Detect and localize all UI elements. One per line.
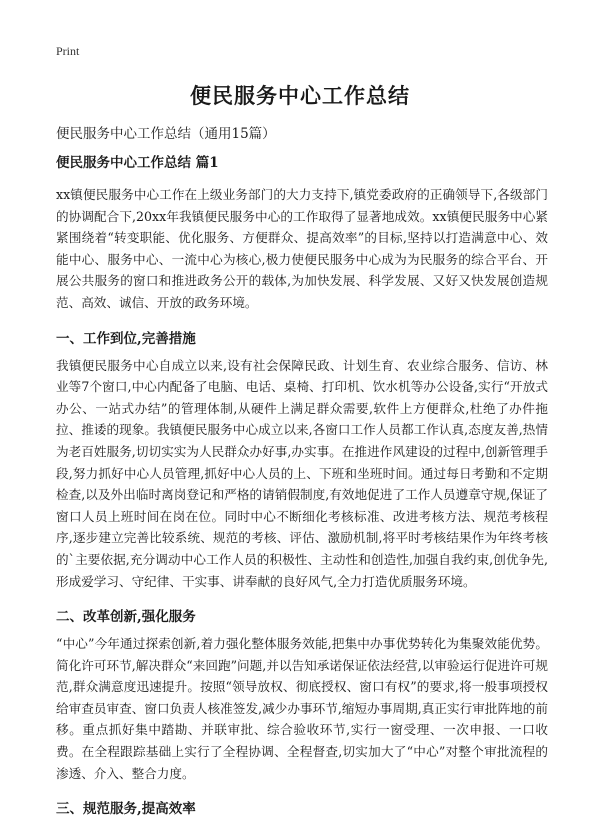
- document-subtitle: 便民服务中心工作总结（通用15篇）: [56, 126, 276, 142]
- section-1-heading: 一、工作到位,完善措施: [56, 330, 196, 347]
- section-2-heading: 二、改革创新,强化服务: [56, 609, 196, 626]
- document-body: [56, 150, 548, 825]
- print-label: Print: [56, 44, 80, 58]
- document-title: 便民服务中心工作总结: [190, 83, 410, 108]
- section-3-heading: 三、规范服务,提高效率: [56, 801, 196, 818]
- section-2-paragraph: “中心”今年通过探索创新,着力强化整体服务效能,把集中办事优势转化为集聚效能优势。简化许可环节,解决群众“来回跑”问题,并以告知承诺保证依法经营,以审验运行促进许可规范,群众满意度迅速提升。按照“领导放权、彻底授权、窗口有权”的要求,将一般事项授权给审查员审查、窗口负责人核准签发,减少办事环节,缩短办事周期,真正实行审批阵地的前移。重点抓好集中踏勘、并联审批、综合验收环节,实行一窗受理、一次申报、一口收费。在全程跟踪基础上实行了全程协调、全程督查,切实加大了“中心”对整个审批流程的渗透、介入、整合力度。: [56, 636, 548, 781]
- section-1-paragraph: 我镇便民服务中心自成立以来,设有社会保障民政、计划生育、农业综合服务、信访、林业等7个窗口,中心内配备了电脑、电话、桌椅、打印机、饮水机等办公设备,实行“开放式办公、一站式办结”的管理体制,从硬件上满足群众需要,软件上方便群众,杜绝了办件拖拉、推诿的现象。我镇便民服务中心成立以来,各窗口工作人员都工作认真,态度友善,热情为老百姓服务,切切实实为人民群众办好事,办实事。在推进作风建设的过程中,创新管理手段,努力抓好中心人员管理,抓好中心人员的上、下班和坐班时间。通过每日考勤和不定期检查,以及外出临时离岗登记和严格的请销假制度,有效地促进了工作人员遵章守规,保证了窗口人员上班时间在岗在位。同时中心不断细化考核标准、改进考核方法、规范考核程序,逐步建立完善比较系统、规范的考核、评估、激励机制,将平时考核结果作为年终考核的`主要依据,充分调动中心工作人员的积极性、主动性和创造性,加强自我约束,创优争先,形成爱学习、守纪律、干实事、讲奉献的良好风气,全力打造优质服务环境。: [56, 357, 548, 589]
- article-heading: 便民服务中心工作总结 篇1: [56, 155, 219, 171]
- intro-paragraph: xx镇便民服务中心工作在上级业务部门的大力支持下,镇党委政府的正确领导下,各级部门的协调配合下,20xx年我镇便民服务中心的工作取得了显著地成效。xx镇便民服务中心紧紧围绕着“转变职能、优化服务、方便群众、提高效率”的目标,坚持以打造满意中心、效能中心、服务中心、一流中心为核心,极力使便民服务中心成为为民服务的综合平台、开展公共服务的窗口和推进政务公开的载体,为加快发展、科学发展、又好又快发展创造规范、高效、诚信、开放的政务环境。: [56, 187, 548, 310]
